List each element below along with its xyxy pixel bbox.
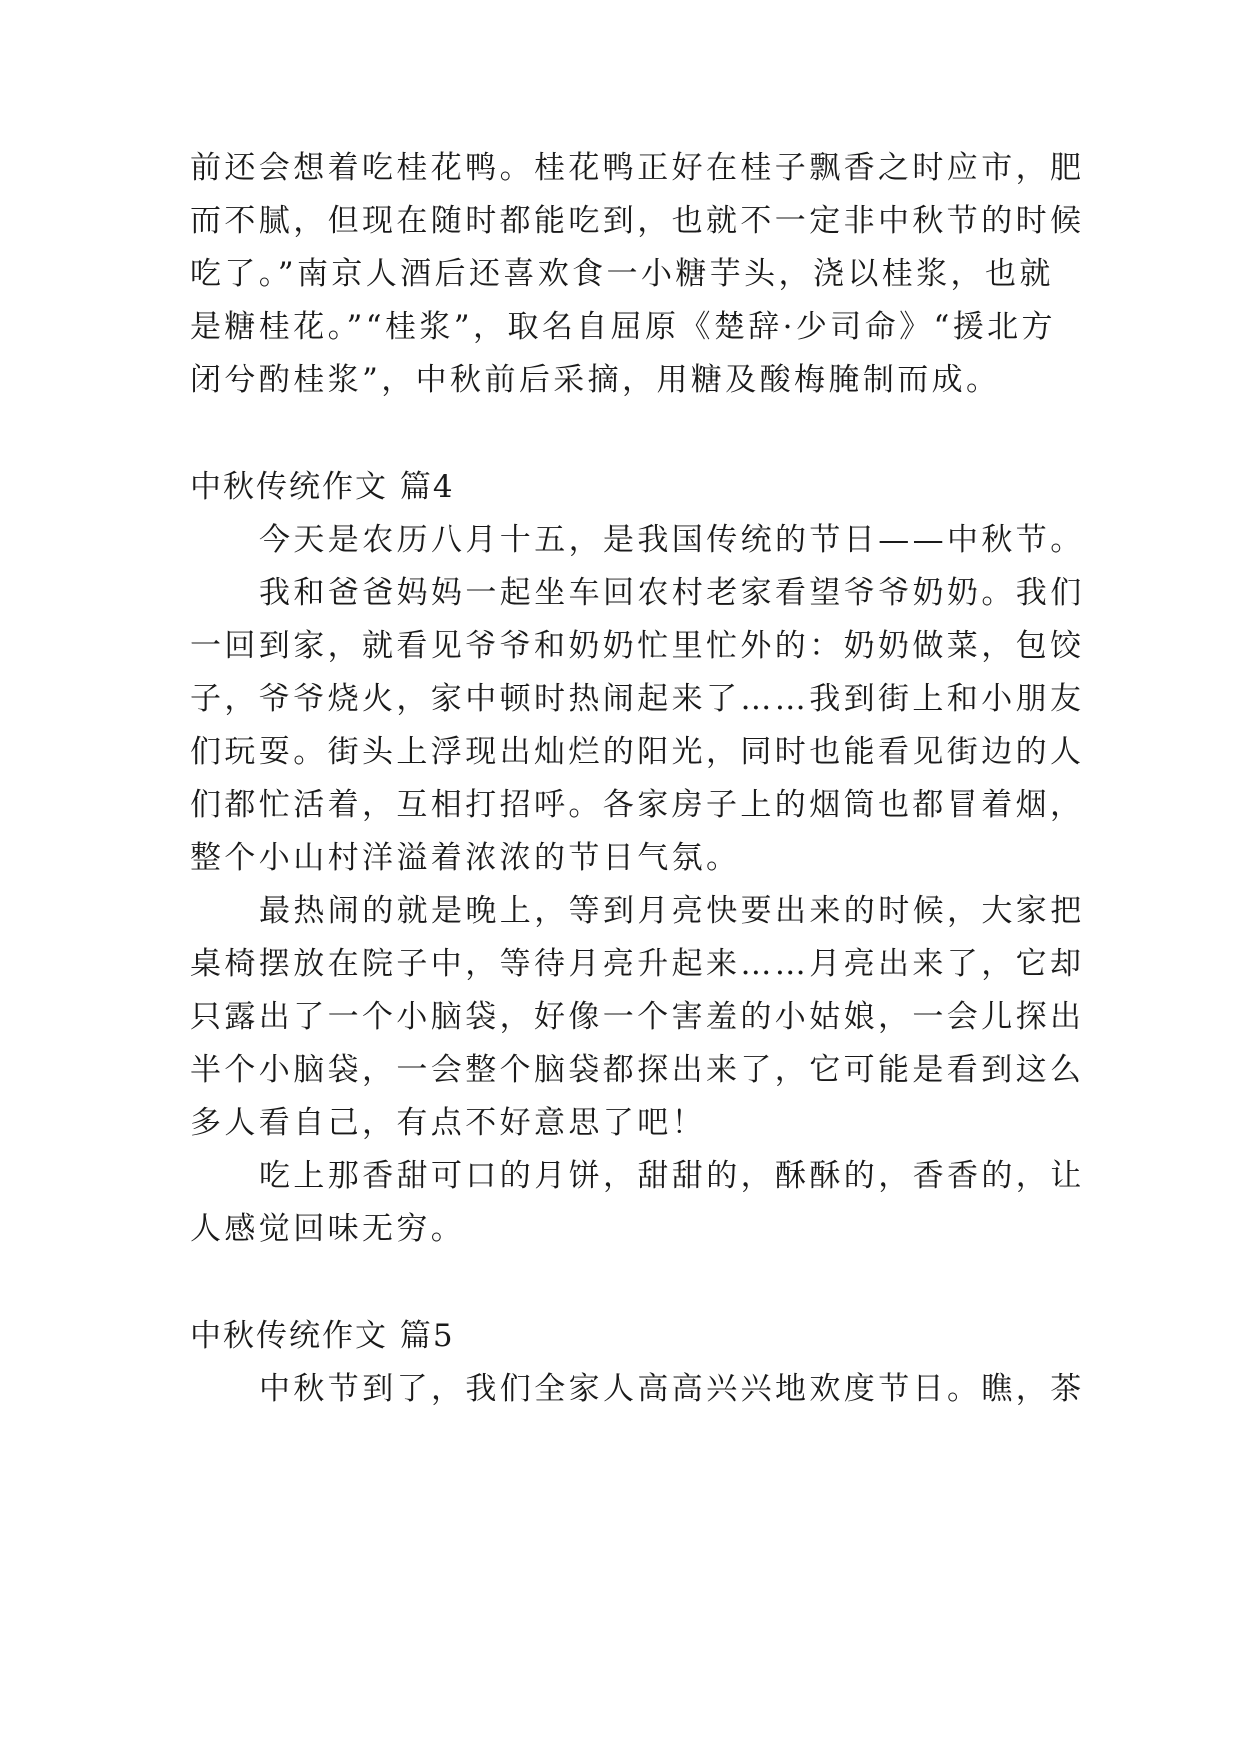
paragraph-line: 整个小山村洋溢着浓浓的节日气氛。: [190, 840, 741, 876]
paragraph-line: 我和爸爸妈妈一起坐车回农村老家看望爷爷奶奶。我们: [259, 575, 1085, 611]
paragraph-line: 桌椅摆放在院子中，等待月亮升起来……月亮出来了，它却: [190, 946, 1085, 982]
paragraph-line: 闭兮酌桂浆”，中秋前后采摘，用糖及酸梅腌制而成。: [190, 362, 1001, 398]
paragraph-line: 而不腻，但现在随时都能吃到，也就不一定非中秋节的时候: [190, 203, 1085, 239]
paragraph-line: 子，爷爷烧火，家中顿时热闹起来了……我到街上和小朋友: [190, 681, 1085, 717]
paragraph-line: 人感觉回味无穷。: [190, 1211, 466, 1247]
paragraph-line: 多人看自己，有点不好意思了吧！: [190, 1105, 706, 1141]
paragraph-line: 今天是农历八月十五，是我国传统的节日——中秋节。: [259, 522, 1085, 558]
paragraph-line: 半个小脑袋，一会整个脑袋都探出来了，它可能是看到这么: [190, 1052, 1085, 1088]
paragraph-line: 最热闹的就是晚上，等到月亮快要出来的时候，大家把: [259, 893, 1085, 929]
paragraph-line: 是糖桂花。”“桂浆”，取名自屈原《楚辞·少司命》“援北方: [190, 309, 1056, 345]
paragraph-line: 前还会想着吃桂花鸭。桂花鸭正好在桂子飘香之时应市，肥: [190, 150, 1085, 186]
paragraph-line: 一回到家，就看见爷爷和奶奶忙里忙外的：奶奶做菜，包饺: [190, 628, 1085, 664]
paragraph-line: 吃了。”南京人酒后还喜欢食一小糖芋头，浇以桂浆，也就: [190, 256, 1054, 292]
paragraph-line: 中秋节到了，我们全家人高高兴兴地欢度节日。瞧，茶: [259, 1371, 1085, 1407]
paragraph-line: 们玩耍。街头上浮现出灿烂的阳光，同时也能看见街边的人: [190, 734, 1085, 770]
paragraph-line: 只露出了一个小脑袋，好像一个害羞的小姑娘，一会儿探出: [190, 999, 1085, 1035]
section-heading: 中秋传统作文 篇4: [190, 469, 455, 505]
section-heading: 中秋传统作文 篇5: [190, 1318, 455, 1354]
paragraph-line: 们都忙活着，互相打招呼。各家房子上的烟筒也都冒着烟，: [190, 787, 1085, 823]
paragraph-line: 吃上那香甜可口的月饼，甜甜的，酥酥的，香香的，让: [259, 1158, 1085, 1194]
